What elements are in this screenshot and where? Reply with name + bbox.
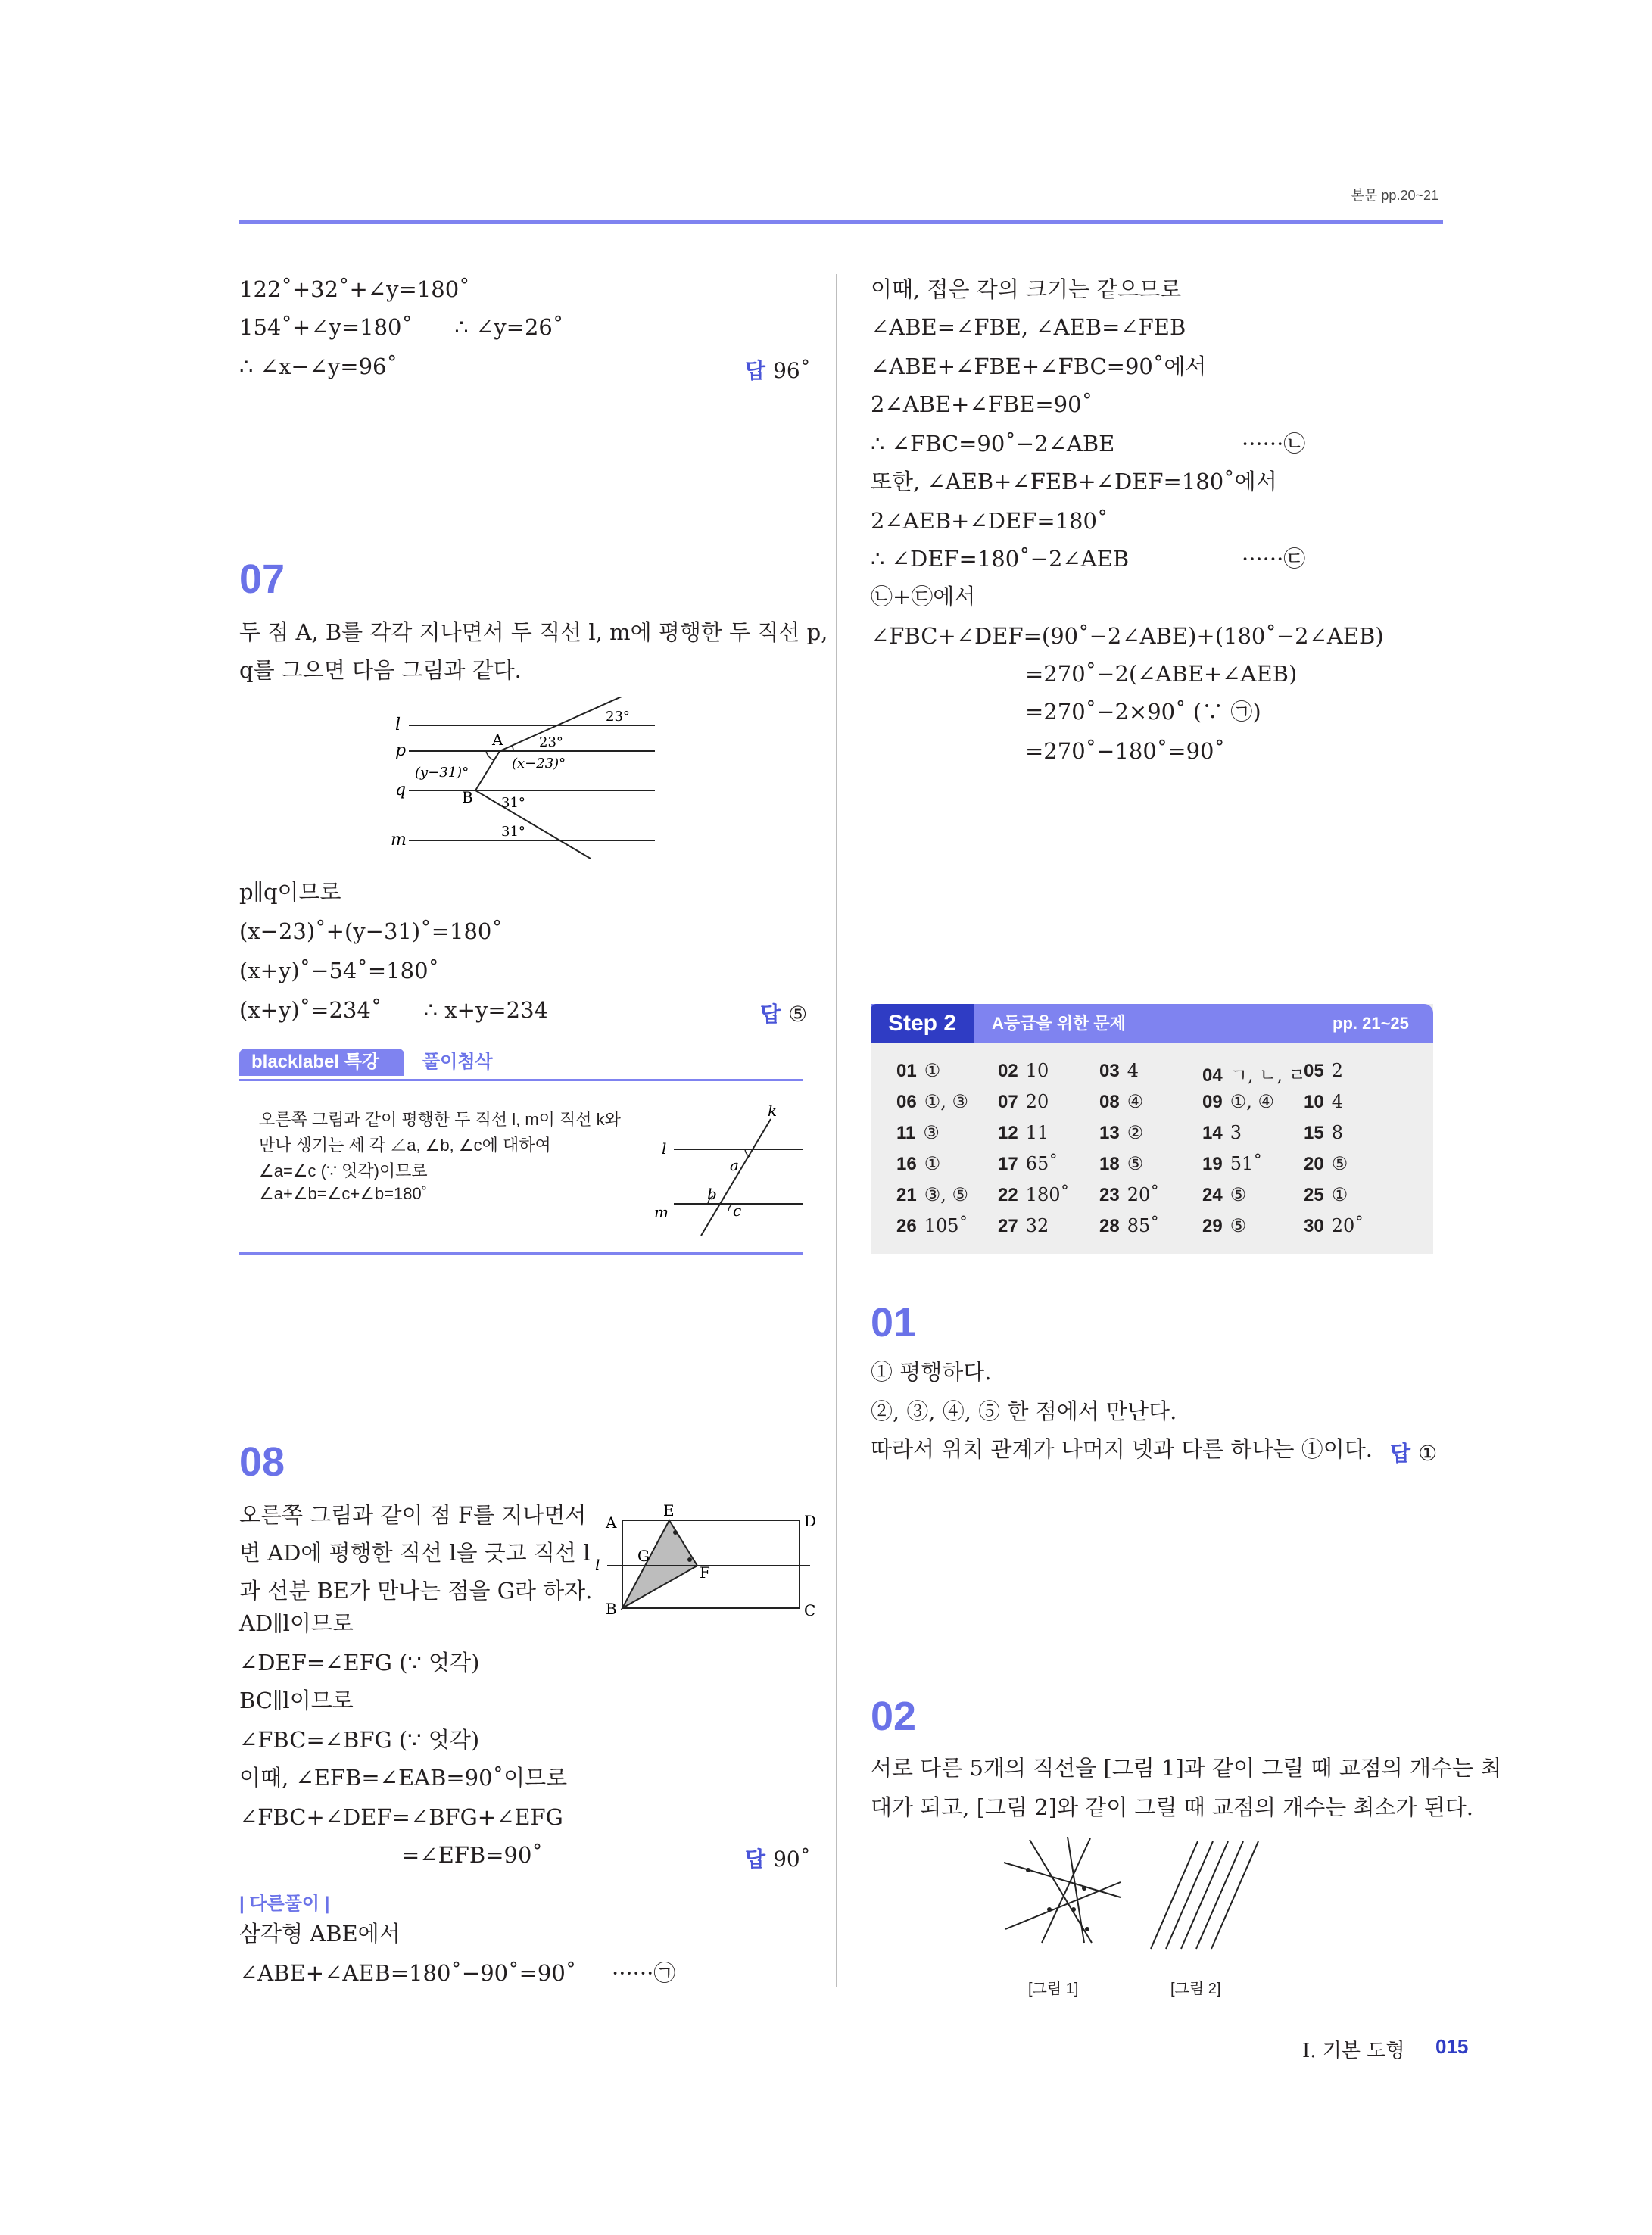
step2-item-answer: 20˚: [1331, 1215, 1364, 1236]
formula-line: (x+y)˚−54˚=180˚: [239, 958, 440, 983]
angle-label: (x−23)°: [512, 756, 566, 771]
formula-line: ∠FBC+∠DEF=(90˚−2∠ABE)+(180˚−2∠AEB): [871, 623, 1384, 649]
step2-item-answer: ①: [924, 1060, 941, 1081]
problem-number: 02: [871, 1694, 917, 1739]
line-label-m: m: [654, 1203, 669, 1221]
lines-figures: [999, 1835, 1302, 1972]
step2-item-answer: ①: [924, 1153, 941, 1174]
formula-line: ∴ ∠DEF=180˚−2∠AEB: [871, 546, 1130, 572]
step2-answer-item: [1202, 1215, 1246, 1237]
formula-line: 또한, ∠AEB+∠FEB+∠DEF=180˚에서: [871, 469, 1277, 494]
formula-line: ∠FBC+∠DEF=∠BFG+∠EFG: [239, 1804, 563, 1830]
answer-value: ①: [1418, 1441, 1438, 1466]
step2-item-answer: 20: [1025, 1091, 1049, 1112]
blacklabel-text: ∠a+∠b=∠c+∠b=180˚: [259, 1184, 428, 1203]
solution-line: 따라서 위치 관계가 나머지 넷과 다른 하나는 ①이다.: [871, 1436, 1373, 1462]
step2-item-number: 13: [1099, 1123, 1120, 1143]
formula-line: ∠ABE+∠FBE+∠FBC=90˚에서: [871, 354, 1207, 379]
point-label-a: A: [492, 731, 503, 749]
formula-line: 이때, ∠EFB=∠EAB=90˚이므로: [239, 1765, 568, 1791]
answer-value: 90˚: [773, 1847, 811, 1872]
step2-answer-item: [1304, 1060, 1343, 1082]
formula-line: 2∠AEB+∠DEF=180˚: [871, 508, 1108, 534]
step2-item-answer: ①, ③: [924, 1091, 968, 1112]
equation-mark: ······㉡: [1242, 431, 1306, 457]
step2-item-number: 16: [896, 1154, 917, 1174]
step2-answer-item: [896, 1122, 940, 1144]
line-label-l: l: [662, 1139, 667, 1158]
answer-value: ⑤: [788, 1002, 808, 1027]
angle-label: (y−31)°: [415, 765, 469, 781]
answer-label: 답: [760, 1002, 781, 1026]
step2-item-number: 08: [1099, 1092, 1120, 1112]
step2-answer-item: [1099, 1184, 1159, 1206]
problem-number: 07: [239, 556, 285, 602]
formula-line: ∠DEF=∠EFG (∵ 엇각): [239, 1650, 480, 1675]
step2-answer-item: [1099, 1122, 1143, 1144]
formula-line: (x+y)˚=234˚ ∴ x+y=234: [239, 997, 548, 1023]
step2-item-number: 18: [1099, 1154, 1120, 1174]
step2-item-answer: 4: [1127, 1060, 1139, 1081]
step2-answer-item: [1202, 1122, 1242, 1144]
problem-text: 오른쪽 그림과 같이 점 F를 지나면서: [239, 1502, 587, 1528]
step2-item-answer: ③: [923, 1122, 940, 1143]
formula-line: 삼각형 ABE에서: [239, 1921, 401, 1947]
blacklabel-text: 만나 생기는 세 각 ∠a, ∠b, ∠c에 대하여: [259, 1136, 551, 1155]
formula-line: =270˚−2×90˚ (∵ ㉠): [1025, 699, 1261, 725]
equation-mark: ······㉠: [612, 1960, 676, 1986]
step2-item-number: 10: [1304, 1092, 1324, 1112]
step2-item-number: 24: [1202, 1185, 1223, 1205]
step2-item-number: 28: [1099, 1216, 1120, 1236]
formula-line: ∠ABE=∠FBE, ∠AEB=∠FEB: [871, 314, 1186, 340]
blacklabel-subtitle: 풀이첨삭: [422, 1052, 493, 1072]
step2-item-answer: ⑤: [1331, 1153, 1348, 1174]
page-number: 015: [1435, 2035, 1469, 2058]
figure-caption: [그림 1]: [1028, 1981, 1079, 1997]
formula-line: ∠FBC=∠BFG (∵ 엇각): [239, 1727, 480, 1753]
step2-item-answer: 3: [1230, 1122, 1242, 1143]
step2-item-answer: 11: [1025, 1122, 1049, 1143]
chapter-footer: Ⅰ. 기본 도형: [1302, 2040, 1405, 2062]
answer: [1390, 1437, 1437, 1467]
point-label-d: D: [804, 1512, 817, 1530]
step2-item-answer: 65˚: [1025, 1153, 1058, 1174]
step2-item-number: 21: [896, 1185, 917, 1205]
answer-value: 96˚: [773, 358, 811, 383]
step2-answer-item: [1202, 1060, 1306, 1086]
angle-label-c: c: [733, 1202, 742, 1220]
figure-caption: [그림 2]: [1170, 1981, 1221, 1997]
step2-item-number: 26: [896, 1216, 917, 1236]
figure1-star-lines: [1004, 1837, 1121, 1943]
step2-pages: pp. 21~25: [1333, 1014, 1409, 1033]
step2-answer-item: [1202, 1091, 1274, 1113]
step2-answer-item: [1304, 1215, 1364, 1237]
point-label-e: E: [663, 1501, 675, 1520]
step2-item-number: 03: [1099, 1061, 1120, 1081]
step2-item-answer: 2: [1331, 1060, 1343, 1081]
blacklabel-text: 오른쪽 그림과 같이 평행한 두 직선 l, m이 직선 k와: [259, 1110, 621, 1129]
step2-item-answer: 105˚: [924, 1215, 968, 1236]
answer: [745, 354, 811, 385]
point-label-b: B: [606, 1600, 617, 1618]
point-label-g: G: [637, 1547, 650, 1565]
answer: [760, 998, 807, 1028]
step2-item-number: 30: [1304, 1216, 1324, 1236]
problem-number: 01: [871, 1300, 917, 1345]
step2-item-answer: 32: [1025, 1215, 1049, 1236]
step2-answer-item: [998, 1153, 1058, 1175]
step2-tab: Step 2: [871, 1004, 974, 1043]
point-label-c: C: [804, 1601, 816, 1619]
step2-item-number: 19: [1202, 1154, 1223, 1174]
step2-answer-item: [896, 1184, 968, 1206]
step2-item-number: 20: [1304, 1154, 1324, 1174]
step2-answer-item: [1099, 1091, 1143, 1113]
parallel-lines-figure: [379, 697, 681, 863]
formula-line: ∠ABE+∠AEB=180˚−90˚=90˚: [239, 1960, 577, 1986]
step2-item-answer: 51˚: [1230, 1153, 1263, 1174]
equation-mark: ······㉢: [1242, 546, 1306, 572]
point-label-a: A: [606, 1513, 617, 1532]
line-label-k: k: [768, 1102, 778, 1120]
formula-line: =270˚−2(∠ABE+∠AEB): [1025, 661, 1298, 687]
angle-label-b: b: [707, 1185, 717, 1203]
point-label-b: B: [462, 788, 473, 806]
step2-item-answer: 180˚: [1025, 1184, 1070, 1205]
angle-label: 31°: [501, 824, 525, 840]
step2-item-answer: ①, ④: [1230, 1091, 1274, 1112]
step2-title: A등급을 위한 문제: [992, 1014, 1126, 1033]
solution-line: 이때, 접은 각의 크기는 같으므로: [871, 276, 1182, 302]
step2-item-answer: ①: [1331, 1184, 1348, 1205]
step2-answer-item: [896, 1060, 940, 1082]
line-label-l: l: [595, 1556, 600, 1574]
answer: [745, 1843, 811, 1873]
solution-line: ②, ③, ④, ⑤ 한 점에서 만난다.: [871, 1398, 1177, 1424]
formula-line: BC∥l이므로: [239, 1688, 354, 1713]
point-label-f: F: [700, 1563, 710, 1582]
solution-line: 서로 다른 5개의 직선을 [그림 1]과 같이 그릴 때 교점의 개수는 최: [871, 1755, 1502, 1781]
step2-item-number: 25: [1304, 1185, 1324, 1205]
step2-item-number: 06: [896, 1092, 917, 1112]
step2-answer-item: [896, 1091, 968, 1113]
step2-item-number: 14: [1202, 1123, 1223, 1143]
step2-item-answer: 8: [1331, 1122, 1343, 1143]
step2-answer-item: [998, 1060, 1049, 1082]
step2-answer-item: [896, 1215, 968, 1237]
step2-item-number: 05: [1304, 1061, 1324, 1081]
answer-label: 답: [745, 359, 766, 382]
step2-item-number: 22: [998, 1185, 1018, 1205]
blacklabel-bottom-rule: [239, 1252, 803, 1255]
formula-line: ∴ ∠x−∠y=96˚: [239, 354, 398, 379]
blacklabel-text: ∠a=∠c (∵ 엇각)이므로: [259, 1161, 428, 1180]
column-divider: [836, 274, 837, 1987]
formula-line: =∠EFB=90˚: [401, 1842, 543, 1868]
step2-answer-item: [1304, 1184, 1348, 1206]
folded-rectangle-figure: [591, 1484, 818, 1635]
blacklabel-top-rule: [239, 1079, 803, 1081]
step2-answer-item: [998, 1091, 1049, 1113]
step2-item-number: 23: [1099, 1185, 1120, 1205]
page-header-ref: 본문 pp.20~21: [1351, 188, 1438, 203]
formula-line: 2∠ABE+∠FBE=90˚: [871, 391, 1093, 417]
step2-item-number: 27: [998, 1216, 1018, 1236]
step2-item-answer: 85˚: [1127, 1215, 1160, 1236]
step2-answer-item: [1099, 1060, 1139, 1082]
step2-answer-item: [1304, 1091, 1343, 1113]
header-rule: [239, 220, 1443, 224]
formula-line: 122˚+32˚+∠y=180˚: [239, 276, 470, 302]
step2-item-number: 02: [998, 1061, 1018, 1081]
angle-label-a: a: [730, 1156, 739, 1174]
step2-item-answer: ㄱ, ㄴ, ㄹ: [1230, 1065, 1306, 1086]
step2-answer-item: [998, 1215, 1049, 1237]
step2-item-answer: 4: [1331, 1091, 1343, 1112]
step2-item-number: 11: [896, 1123, 916, 1143]
answer-label: 답: [1390, 1442, 1411, 1465]
angle-label: 23°: [539, 734, 563, 750]
figure2-parallel-lines: [1151, 1841, 1258, 1949]
step2-item-number: 29: [1202, 1216, 1223, 1236]
angle-label: 31°: [501, 795, 525, 811]
transversal-figure: [644, 1102, 810, 1239]
formula-line: ㉡+㉢에서: [871, 584, 976, 609]
step2-item-number: 07: [998, 1092, 1018, 1112]
problem-number: 08: [239, 1439, 285, 1485]
step2-item-answer: ②: [1127, 1122, 1144, 1143]
step2-answer-item: [1202, 1153, 1262, 1175]
step2-answer-item: [998, 1122, 1049, 1144]
step2-answer-item: [1304, 1153, 1348, 1175]
step2-answer-item: [896, 1153, 940, 1175]
step2-item-number: 01: [896, 1061, 917, 1081]
step2-item-number: 12: [998, 1123, 1018, 1143]
alternative-solution-label: | 다른풀이 |: [239, 1894, 330, 1914]
step2-item-answer: ⑤: [1127, 1153, 1144, 1174]
answer-label: 답: [745, 1847, 766, 1871]
formula-line: =270˚−180˚=90˚: [1025, 738, 1226, 764]
step2-answer-item: [998, 1184, 1070, 1206]
formula-line: 154˚+∠y=180˚ ∴ ∠y=26˚: [239, 314, 564, 340]
formula-line: (x−23)˚+(y−31)˚=180˚: [239, 918, 503, 944]
step2-item-answer: ③, ⑤: [924, 1184, 968, 1205]
problem-text: q를 그으면 다음 그림과 같다.: [239, 657, 522, 683]
step2-item-number: 15: [1304, 1123, 1324, 1143]
step2-item-number: 17: [998, 1154, 1018, 1174]
angle-label: 23°: [606, 709, 630, 725]
solution-line: 대가 되고, [그림 2]와 같이 그릴 때 교점의 개수는 최소가 된다.: [871, 1794, 1474, 1820]
step2-item-answer: 20˚: [1127, 1184, 1160, 1205]
formula-line: ∴ ∠FBC=90˚−2∠ABE: [871, 431, 1115, 457]
step2-item-answer: ④: [1127, 1091, 1144, 1112]
step2-answer-item: [1099, 1215, 1159, 1237]
formula-line: AD∥l이므로: [239, 1610, 354, 1636]
step2-item-answer: ⑤: [1230, 1215, 1247, 1236]
step2-item-answer: 10: [1025, 1060, 1049, 1081]
line-label-q: q: [395, 781, 407, 800]
line-label-l: l: [395, 715, 401, 734]
step2-answer-item: [1304, 1122, 1343, 1144]
step2-item-number: 04: [1202, 1065, 1223, 1086]
formula-line: p∥q이므로: [239, 879, 341, 905]
problem-text: 과 선분 BE가 만나는 점을 G라 하자.: [239, 1578, 593, 1604]
problem-text: 두 점 A, B를 각각 지나면서 두 직선 l, m에 평행한 두 직선 p,: [239, 619, 828, 645]
step2-item-number: 09: [1202, 1092, 1223, 1112]
step2-answer-item: [1202, 1184, 1246, 1206]
problem-text: 변 AD에 평행한 직선 l을 긋고 직선 l: [239, 1540, 591, 1566]
step2-item-answer: ⑤: [1230, 1184, 1247, 1205]
line-label-m: m: [391, 831, 407, 849]
solution-line: ① 평행하다.: [871, 1359, 992, 1385]
step2-answer-item: [1099, 1153, 1143, 1175]
line-label-p: p: [395, 741, 407, 760]
blacklabel-tab: blacklabel 특강: [239, 1049, 404, 1076]
